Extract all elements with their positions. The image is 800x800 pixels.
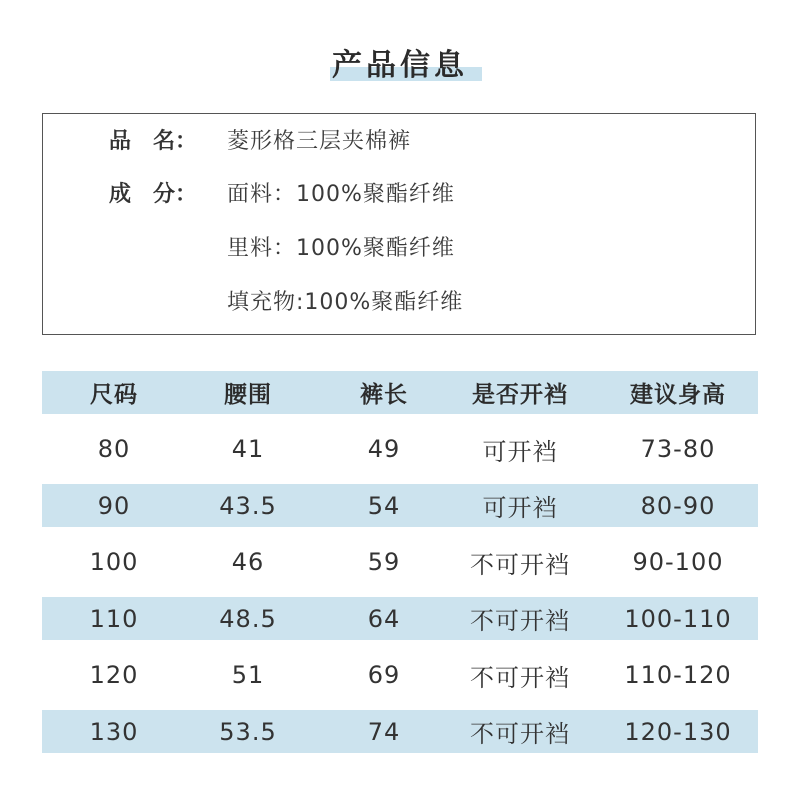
table-row — [42, 484, 758, 527]
info-row-lining — [43, 231, 757, 267]
table-header-row — [42, 371, 758, 414]
table-row — [42, 527, 758, 597]
cell-size: 110 — [89, 604, 139, 633]
cell-height: 80-90 — [640, 491, 716, 520]
header-height: 建议身高 — [630, 382, 726, 408]
cell-length: 69 — [367, 661, 401, 689]
info-row-composition — [43, 177, 757, 213]
cell-crotch: 不可开裆 — [470, 550, 570, 579]
cell-height: 90-100 — [632, 548, 724, 576]
cell-size: 130 — [89, 717, 139, 746]
cell-crotch: 不可开裆 — [470, 607, 570, 635]
cell-waist: 46 — [231, 548, 265, 576]
header-waist: 腰围 — [224, 382, 272, 408]
product-info-box — [42, 113, 756, 335]
composition-shell: 面料：100%聚酯纤维 — [227, 182, 455, 207]
cell-waist: 48.5 — [219, 604, 277, 633]
cell-height: 73-80 — [640, 435, 716, 463]
cell-size: 80 — [97, 435, 131, 463]
cell-length: 54 — [367, 491, 401, 520]
cell-waist: 51 — [231, 661, 265, 689]
cell-height: 100-110 — [624, 604, 732, 633]
header-size: 尺码 — [90, 382, 138, 408]
cell-waist: 43.5 — [219, 491, 277, 520]
cell-waist: 53.5 — [219, 717, 277, 746]
composition-label: 成 分： — [109, 182, 198, 207]
cell-size: 90 — [97, 491, 131, 520]
cell-crotch: 不可开裆 — [470, 663, 570, 692]
cell-crotch: 不可开裆 — [470, 720, 570, 748]
cell-length: 64 — [367, 604, 401, 633]
cell-length: 74 — [367, 717, 401, 746]
cell-length: 49 — [367, 435, 401, 463]
table-row — [42, 640, 758, 710]
cell-height: 110-120 — [624, 661, 732, 689]
cell-crotch: 可开裆 — [482, 437, 558, 466]
cell-waist: 41 — [231, 435, 265, 463]
composition-lining: 里料：100%聚酯纤维 — [227, 236, 455, 261]
table-row — [42, 597, 758, 640]
cell-size: 120 — [89, 661, 139, 689]
cell-size: 100 — [89, 548, 139, 576]
name-value: 菱形格三层夹棉裤 — [227, 129, 412, 154]
cell-length: 59 — [367, 548, 401, 576]
page-title: 产品信息 — [332, 48, 468, 83]
size-table — [42, 371, 758, 753]
name-label: 品 名： — [109, 129, 198, 154]
composition-filling: 填充物:100%聚酯纤维 — [227, 290, 464, 315]
header-length: 裤长 — [360, 382, 408, 408]
cell-height: 120-130 — [624, 717, 732, 746]
title-section — [0, 30, 800, 90]
header-crotch: 是否开裆 — [472, 382, 568, 408]
table-row — [42, 710, 758, 753]
info-row-filling — [43, 285, 757, 321]
cell-crotch: 可开裆 — [482, 494, 558, 522]
info-row-name — [43, 124, 757, 160]
table-row — [42, 414, 758, 484]
